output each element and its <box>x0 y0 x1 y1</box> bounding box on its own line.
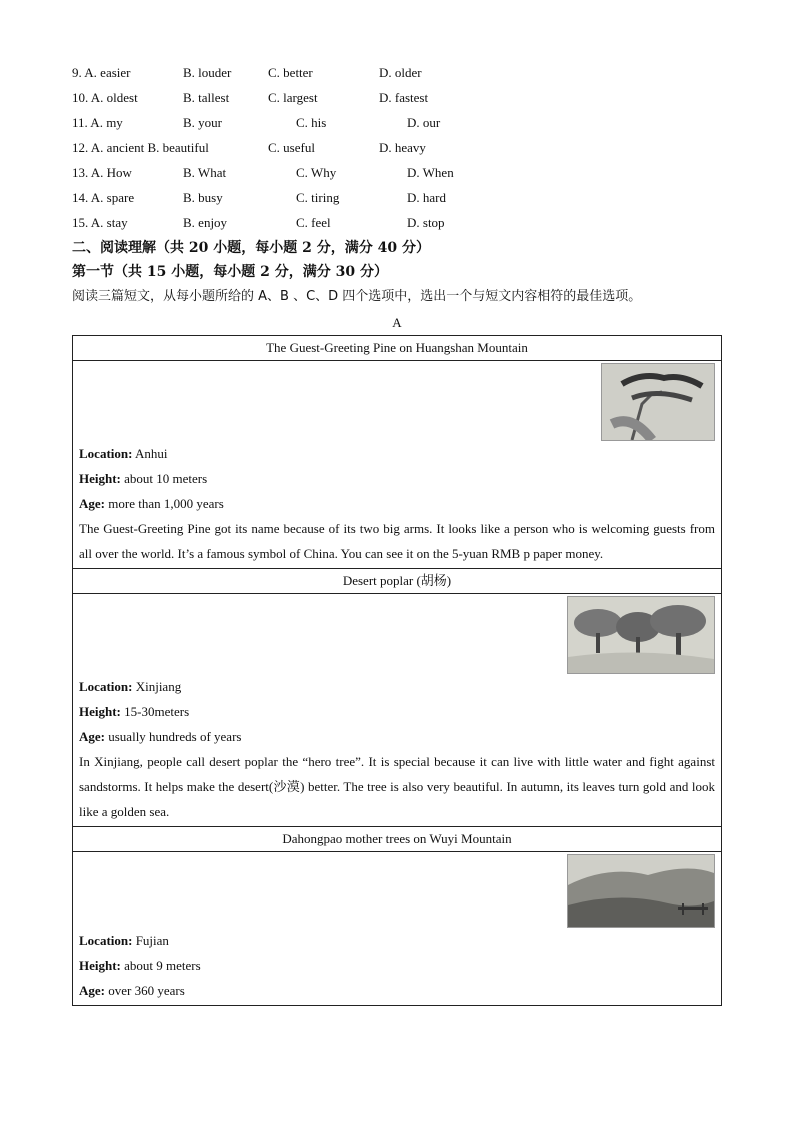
tree-title: Desert poplar (胡杨) <box>73 569 722 594</box>
location-line: Location: Anhui <box>79 446 168 461</box>
tree-title: Dahongpao mother trees on Wuyi Mountain <box>73 827 722 852</box>
option-a: 11. A. my <box>72 115 123 130</box>
option-b: B. What <box>183 165 227 180</box>
part-title: 第一节（共 15 小题，每小题 2 分，满分 30 分） <box>72 264 388 280</box>
tree-title: The Guest-Greeting Pine on Huangshan Mountain <box>73 336 722 361</box>
option-row-11 <box>72 113 732 133</box>
location-line: Location: Xinjiang <box>79 679 182 694</box>
option-b: B. busy <box>183 190 223 205</box>
option-c: C. useful <box>268 140 315 155</box>
tree-table <box>72 335 722 1006</box>
option-a: 9. A. easier <box>72 65 131 80</box>
option-a: 10. A. oldest <box>72 90 138 105</box>
age-line: Age: usually hundreds of years <box>79 729 242 744</box>
instruction: 阅读三篇短文，从每小题所给的 A、B 、C、D 四个选项中，选出一个与短文内容相符的最佳选项。 <box>72 289 642 304</box>
height-line: Height: about 10 meters <box>79 471 208 486</box>
height-line: Height: 15-30meters <box>79 704 190 719</box>
option-row-13 <box>72 163 732 183</box>
option-row-10 <box>72 88 732 108</box>
passage-letter: A <box>392 315 402 330</box>
age-line: Age: over 360 years <box>79 983 185 998</box>
location-line: Location: Fujian <box>79 933 169 948</box>
option-c: C. his <box>296 115 327 130</box>
option-d: D. stop <box>407 215 445 230</box>
option-b: B. your <box>183 115 222 130</box>
option-row-12 <box>72 138 732 158</box>
option-a: 13. A. How <box>72 165 132 180</box>
option-row-9 <box>72 63 732 83</box>
tree-description: In Xinjiang, people call desert poplar the “hero tree”. It is special because it can live with little water and fight against sandstorms. It helps make the desert(沙漠) better. The tree is also very beautiful. In autumn, its leaves turn gold and look like a golden sea. <box>79 754 715 819</box>
tree-entry <box>73 361 722 569</box>
option-row-15 <box>72 213 732 233</box>
height-line: Height: about 9 meters <box>79 958 201 973</box>
tree-entry <box>73 852 722 1006</box>
option-c: C. feel <box>296 215 331 230</box>
option-b: B. louder <box>183 65 232 80</box>
option-d: D. When <box>407 165 454 180</box>
option-a: 14. A. spare <box>72 190 135 205</box>
tree-entry <box>73 594 722 827</box>
option-d: D. older <box>379 65 422 80</box>
dahongpao-image <box>567 854 715 928</box>
option-d: D. hard <box>407 190 446 205</box>
option-d: D. fastest <box>379 90 429 105</box>
age-line: Age: more than 1,000 years <box>79 496 224 511</box>
option-c: C. Why <box>296 165 337 180</box>
option-b: B. enjoy <box>183 215 228 230</box>
option-a: 15. A. stay <box>72 215 128 230</box>
pine-image <box>601 363 715 441</box>
option-d: D. heavy <box>379 140 426 155</box>
option-c: C. better <box>268 65 313 80</box>
option-c: C. largest <box>268 90 318 105</box>
section-title: 二、阅读理解（共 20 小题，每小题 2 分，满分 40 分） <box>72 240 430 256</box>
tree-description: The Guest-Greeting Pine got its name because of its two big arms. It looks like a person who is welcoming guests from all over the world. It’s a famous symbol of China. You can see it on the 5-yuan RMB p paper money. <box>79 521 715 561</box>
poplar-image <box>567 596 715 674</box>
option-b: B. tallest <box>183 90 230 105</box>
option-row-14 <box>72 188 732 208</box>
option-a: 12. A. ancient B. beautiful <box>72 140 209 155</box>
option-d: D. our <box>407 115 441 130</box>
option-c: C. tiring <box>296 190 340 205</box>
